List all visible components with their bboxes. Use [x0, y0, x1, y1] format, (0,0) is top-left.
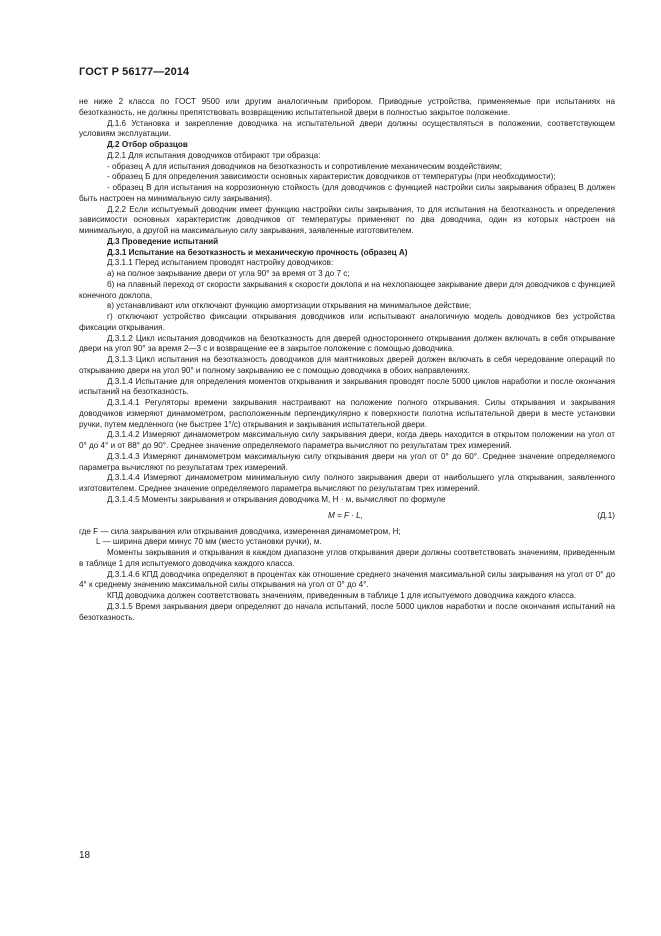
list-item-sample-a: - образец А для испытания доводчиков на безотказность и сопротивление механическим воздействиям;	[107, 161, 502, 171]
paragraph-d-3-1-4: Д.3.1.4 Испытание для определения моментов открывания и закрывания проводят после 5000 циклов наработки и после окончания испытаний на безотказность.	[79, 376, 615, 397]
list-item-sample-b: - образец Б для определения зависимости основных характеристик доводчиков от температуры (при необходимости);	[107, 172, 556, 182]
paragraph-d-3-1-4-3: Д.3.1.4.3 Измеряют динамометром максимальную силу открывания двери на угол от 0° до 60°. Среднее значение определяемого параметра вычисляют по результатам трех измерений.	[79, 451, 615, 472]
formula-explanation	[79, 527, 615, 549]
explanation-line-f: где F — сила закрывания или открывания доводчика, измеренная динамометром, Н;	[79, 526, 401, 536]
standard-header: ГОСТ Р 56177—2014	[79, 66, 190, 78]
paragraph-d-2-2: Д.2.2 Если испытуемый доводчик имеет функцию настройки силы закрывания, то для испытания на безотказность и определения зависимости основных характеристик доводчиков от температуры применяют по два доводчика, один из которых настроен на минимальную, а другой на максимальную силу закрывания, заявленные изготовителем.	[79, 204, 615, 235]
paragraph-d-3-1-4-1: Д.3.1.4.1 Регуляторы времени закрывания настраивают на положение полного открывания. Силы открывания и закрывания доводчиков измеряют динамометром, расположенным перпендикулярно к поверхности полотна испытательной двери в месте установки ручки, путем медленного (не быстрее 1°/с) открывания и закрывания испытательной двери.	[79, 398, 615, 429]
paragraph-d-3-1-4-5: Д.3.1.4.5 Моменты закрывания и открывания доводчика M, Н · м, вычисляют по формуле	[107, 494, 446, 504]
explanation-line-l: L — ширина двери минус 70 мм (место установки ручки), м.	[96, 537, 322, 547]
list-item-b: б) на плавный переход от скорости закрывания к скорости доклопа и на нехлопающее закрывание двери для доводчиков с функцией конечного доклопа,	[79, 279, 615, 300]
paragraph-d-3-1-4-6: Д.3.1.4.6 КПД доводчика определяют в процентах как отношение среднего значения максимальной силы закрывания на угол от 0° до 4° к среднему значению максимальной силы открывания на угол от 0° до 4°.	[79, 569, 615, 590]
paragraph-d-3-1-3: Д.3.1.3 Цикл испытания на безотказность доводчиков для маятниковых дверей должен включать в себя чередование операций по открыванию двери на угол 90° и полному закрыванию ее с помощью доводчика в обоих направлениях.	[79, 355, 615, 375]
document-body	[79, 97, 615, 623]
paragraph-d-3-1-1: Д.3.1.1 Перед испытанием проводят настройку доводчиков:	[107, 258, 334, 268]
subsection-heading-d-3-1: Д.3.1 Испытание на безотказность и механическую прочность (образец А)	[107, 247, 408, 257]
section-heading-d-3: Д.3 Проведение испытаний	[107, 236, 219, 246]
formula-expression: M = F · L,	[328, 510, 363, 520]
paragraph-d-3-1-5: Д.3.1.5 Время закрывания двери определяют до начала испытаний, после 5000 циклов наработки и после окончания испытаний на безотказность.	[79, 601, 615, 622]
paragraph-moments: Моменты закрывания и открывания в каждом диапазоне углов открывания двери должны соответствовать значениям, приведенным в таблице 1 для испытуемого доводчика каждого класса.	[79, 548, 615, 568]
paragraph-d-3-1-4-2: Д.3.1.4.2 Измеряют динамометром максимальную силу закрывания двери, когда дверь находится в открытом положении на угол от 0° до 4° и от 88° до 90°. Среднее значение определяемого параметра вычисляют по результатам трех измерений.	[79, 430, 615, 450]
paragraph-d-3-1-2: Д.3.1.2 Цикл испытания доводчиков на безотказность для дверей одностороннего открывания должен включать в себя открывание двери на угол 90° за время 2—3 с и возвращение ее в закрытое положение с помощью доводчика.	[79, 333, 615, 354]
page-number: 18	[79, 850, 91, 861]
paragraph-d-2-1: Д.2.1 Для испытания доводчиков отбирают три образца:	[107, 150, 321, 160]
paragraph-d-1-6: Д.1.6 Установка и закрепление доводчика на испытательной двери должны осуществляться в положении, соответствующем условиям эксплуатации.	[79, 118, 615, 139]
list-item-sample-c: - образец В для испытания на коррозионную стойкость (для доводчиков с функцией настройки силы закрывания образец В должен быть настроен на минимальную силу закрывания).	[79, 183, 615, 203]
section-heading-d-2: Д.2 Отбор образцов	[107, 140, 188, 149]
paragraph-continuation: не ниже 2 класса по ГОСТ 9500 или другим аналогичным прибором. Приводные устройства, применяемые при испытаниях на безотказность, не должны препятствовать возвращению испытательной двери в полностью закрытое положение.	[79, 97, 615, 117]
list-item-v: в) устанавливают или отключают функцию амортизации открывания на минимальное действие;	[107, 301, 472, 311]
list-item-g: г) отключают устройство фиксации открывания доводчиков или испытывают аналогичную модель доводчиков без устройства фиксации открывания.	[79, 312, 615, 332]
paragraph-d-3-1-4-4: Д.3.1.4.4 Измеряют динамометром минимальную силу полного закрывания двери от наибольшего угла открывания, заявленного изготовителем. Среднее значение определяемого параметра вычисляют по результатам трех измерений.	[79, 473, 615, 493]
formula-number: (Д.1)	[597, 510, 615, 520]
list-item-a: а) на полное закрывание двери от угла 90° за время от 3 до 7 с;	[107, 269, 350, 278]
formula-block	[79, 506, 615, 527]
paragraph-efficiency: КПД доводчика должен соответствовать значениям, приведенным в таблице 1 для испытуемого доводчика каждого класса.	[107, 591, 577, 600]
